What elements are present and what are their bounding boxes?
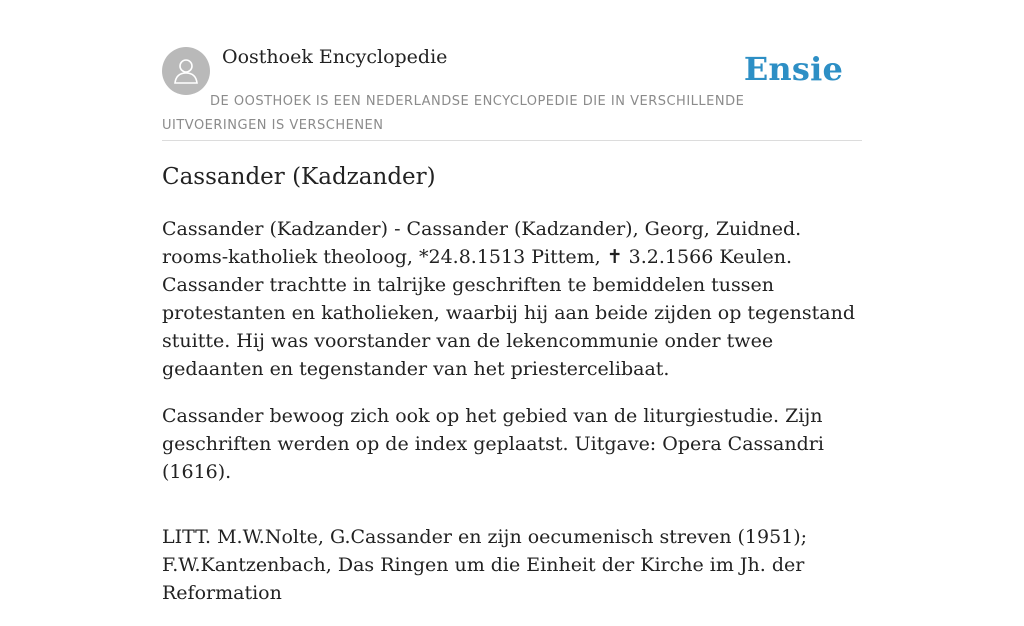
source-header	[162, 0, 862, 141]
avatar[interactable]	[162, 47, 210, 95]
page-container	[162, 0, 862, 604]
user-icon	[171, 56, 201, 86]
source-description: DE OOSTHOEK IS EEN NEDERLANDSE ENCYCLOPEDIE DIE IN VERSCHILLENDE UITVOERINGEN IS VERSCHENEN	[162, 94, 745, 133]
article-body	[162, 215, 862, 626]
ensie-logo[interactable]: Ensie	[743, 50, 843, 88]
source-title[interactable]: Oosthoek Encyclopedie	[222, 46, 448, 68]
article-paragraph: Cassander (Kadzander) - Cassander (Kadzander), Georg, Zuidned. rooms-katholiek theoloog, *24.8.1513 Pittem, ✝ 3.2.1566 Keulen. Cassander trachtte in talrijke geschriften te bemiddelen tussen protestanten en katholieken, waarbij hij aan beide zijden op tegenstand stuitte. Hij was voorstander van de lekencommunie onder twee gedaanten en tegenstander van het priestercelibaat.	[162, 218, 856, 380]
article-title: Cassander (Kadzander)	[162, 164, 436, 190]
literature-paragraph: LITT. M.W.Nolte, G.Cassander en zijn oecumenisch streven (1951); F.W.Kantzenbach, Das Ringen um die Einheit der Kirche im Jh. der Reformation	[162, 526, 808, 604]
article-paragraph: Cassander bewoog zich ook op het gebied van de liturgiestudie. Zijn geschriften werden op de index geplaatst. Uitgave: Opera Cassandri (1616).	[162, 405, 824, 483]
